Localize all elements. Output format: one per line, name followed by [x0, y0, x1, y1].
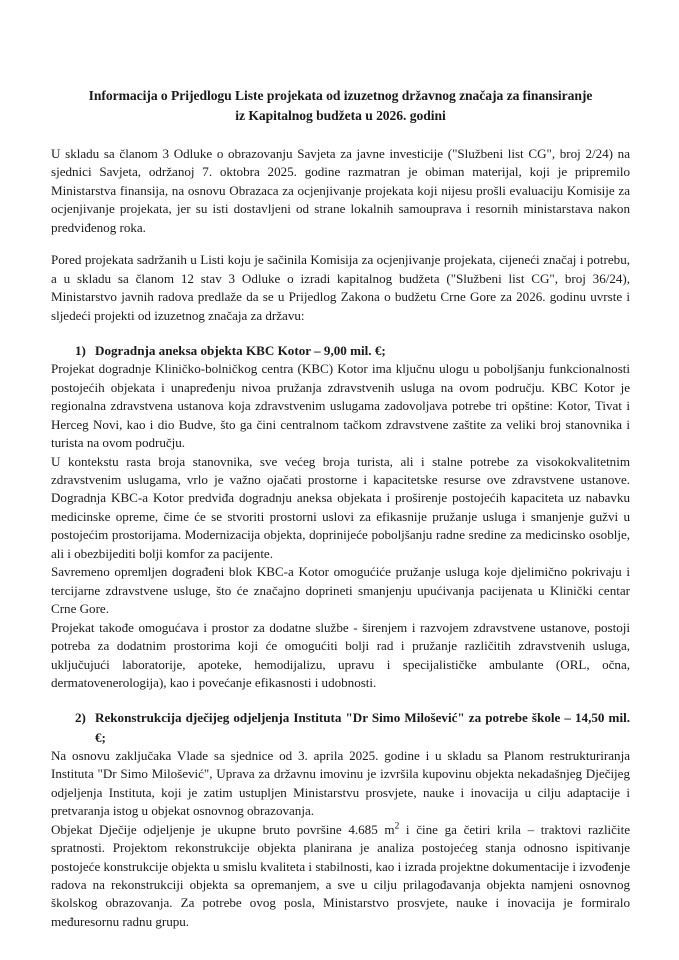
page-title-line-2: iz Kapitalnog budžeta u 2026. godini — [235, 107, 446, 123]
title-spacer — [51, 125, 630, 145]
list-item-marker: 2) — [75, 710, 86, 726]
list-item-marker: 1) — [75, 343, 86, 359]
page-title — [51, 86, 630, 125]
page-title-line-1: Informacija o Prijedlogu Liste projekata od izuzetnog državnog značaja za finansiranje — [88, 88, 593, 103]
section-1-paragraph-1: Projekat dogradnje Kliničko-bolničkog centra (KBC) Kotor ima ključnu ulogu u poboljšanju funkcionalnosti postojećih objekata i unapređenju nivoa pružanja zdravstvenih usluga na ovom području. KBC Kotor je regionalna zdravstvena ustanova koja zdravstvenim uslugama zadovoljava potrebe tri opštine: Kotor, Tivat i Herceg Novi, kao i dio Budve, što ga čini centralnom tačkom zdravstvene zaštite za veliki broj stanovnika i turista na ovom području. — [51, 361, 630, 451]
list-item — [51, 341, 630, 360]
section-1-paragraph-4: Projekat takođe omogućava i prostor za dodatne službe - širenjem i razvojem zdravstvene ustanove, postoji potreba za dodatnim prostorima koji će omogućiti bolji rad i pružanje različitih zdravstvenih usluga, uključujući laboratorije, apoteke, hemodijalizu, upravu i specijalističke ambulante (ORL, očna, dermatovenerologija), kao i povećanje efikasnosti i udobnosti. — [51, 619, 630, 690]
section-2-paragraph-1: Na osnovu zaključaka Vlade sa sjednice od 3. aprila 2025. godine i u skladu sa Planom restrukturiranja Instituta "Dr Simo Milošević", Uprava za državnu imovinu je izvršila kupovinu objekta nekadašnjeg Dječijeg odjeljenja Instituta, koji je zatim ustupljen Ministarstvu prosvjete, nauke i inovacija u cilju adaptacije i pretvaranja istog u objekat osnovnog obrazovanja. — [51, 747, 630, 819]
section-1-paragraph-2: U kontekstu rasta broja stanovnika, sve većeg broja turista, ali i stalne potrebe za visokokvalitetnim zdravstvenim uslugama, vrlo je važno ojačati prostorne i kapacitetske resurse ove zdravstvene ustanove. Dogradnja KBC-a Kotor predviđa dogradnju aneksa objekata i proširenje postojećih kapaciteta uz nabavku medicinske opreme, čime će se stvoriti prostorni uslovi za efikasnije pružanje usluga i smanjenje gužvi u postojećim prostorijama. Modernizacija objekta, doprinijeće poboljšanju radne sredine za medicinsko osoblje, ali i obezbijediti bolji komfor za pacijente. — [51, 453, 630, 561]
square-meter-exponent: 2 — [394, 821, 400, 832]
list-item-heading: Dogradnja aneksa objekta KBC Kotor – 9,00 mil. €; — [95, 343, 386, 359]
section-2-area-text-before: Objekat Dječije odjeljenje je ukupne bruto površine 4.685 m — [51, 821, 395, 837]
list-item — [51, 708, 630, 746]
section-2-paragraph-2 — [51, 821, 630, 932]
intro-paragraph-1: U skladu sa članom 3 Odluke o obrazovanju Savjeta za javne investicije ("Službeni list CG", broj 2/24) na sjednici Savjeta, održanoj 7. oktobra 2025. godine razmatran je obiman materijal, koji je pripremilo Ministarstva finansija, na osnovu Obrazaca za ocjenjivanje projekata koji nijesu prošli evaluaciju Komisije za ocjenjivanje projekata, jer su isti dostavljeni od strane lokalnih samouprava i resornih ministarstava nakon predviđenog roka. — [51, 146, 630, 235]
list-item-heading: Rekonstrukcija dječijeg odjeljenja Instituta "Dr Simo Milošević" za potrebe škole – 14,50 mil. €; — [95, 710, 630, 745]
section-1-paragraph-3: Savremeno opremljen dograđeni blok KBC-a Kotor omogućiće pružanje usluga koje djelimično pokrivaju i tercijarne zdravstvene usluge, što će značajno doprineti smanjenju upućivanja pacijenata u Klinički centar Crne Gore. — [51, 564, 630, 617]
section-2-area-text-after: i čine ga četiri krila – traktovi različite spratnosti. Projektom rekonstrukcije objekta planirana je analiza postojećeg stanja odnosno ispitivanje postojeće konstrukcije objekta u smislu kvaliteta i stabilnosti, kao i izrada projektne dokumentacije i izvođenje radova na rekonstrukciji objekta sa opremanjem, a sve u cilju prilagođavanja objekta namjeni osnovnog školskog obrazovanja. Za potrebe ovog posla, Ministarstvo prosvjete, nauke i inovacija je formiralo međuresornu radnu grupu. — [51, 821, 630, 929]
intro-paragraph-2: Pored projekata sadržanih u Listi koju je sačinila Komisija za ocjenjivanje projekata, cijeneći značaj i potrebu, a u skladu sa članom 12 stav 3 Odluke o izradi kapitalnog budžeta ("Službeni list CG", broj 36/24), Ministarstvo javnih radova predlaže da se u Prijedlog Zakona o budžetu Crne Gore za 2026. godinu uvrste i sljedeći projekti od izuzetnog značaja za državu: — [51, 252, 630, 323]
